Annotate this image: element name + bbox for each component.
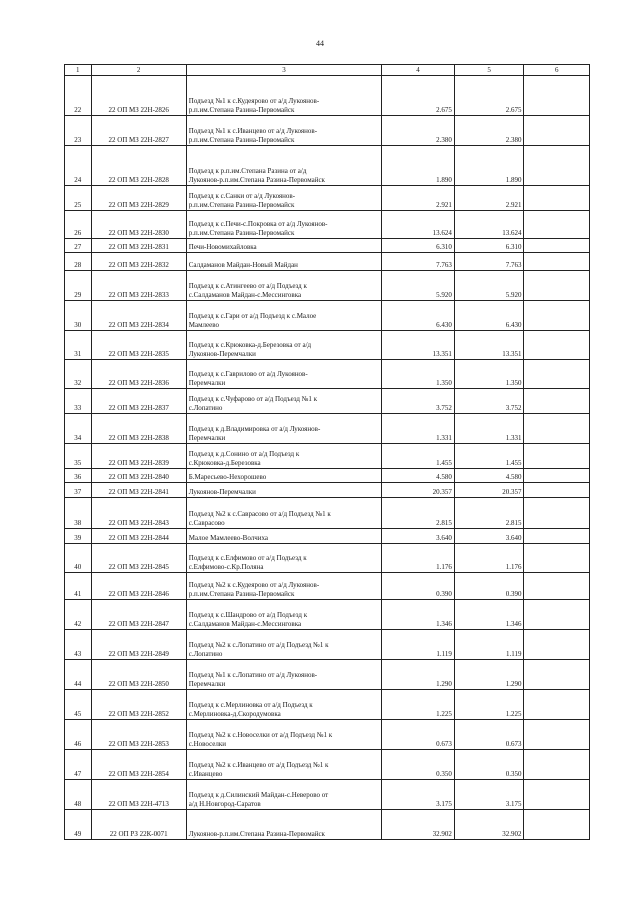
row-number: 45 <box>65 690 92 720</box>
notes-cell <box>524 253 590 271</box>
length-value: 32.902 <box>454 810 524 840</box>
road-name <box>186 780 381 810</box>
row-number: 42 <box>65 600 92 630</box>
road-name <box>186 573 381 600</box>
length-value: 2.675 <box>454 76 524 116</box>
length-value: 6.310 <box>454 239 524 253</box>
table-row <box>65 750 590 780</box>
notes-cell <box>524 483 590 498</box>
roads-table <box>64 64 590 840</box>
row-number: 39 <box>65 529 92 544</box>
notes-cell <box>524 660 590 690</box>
length-value: 0.673 <box>454 720 524 750</box>
road-code: 22 ОП МЗ 22Н-2843 <box>91 498 186 529</box>
header-col-4: 4 <box>382 65 455 76</box>
row-number: 44 <box>65 660 92 690</box>
road-name-line: Подъезд к с.Атингеево от а/д Подъезд к <box>188 282 307 290</box>
road-name-line: Подъезд к с.Гари от а/д Подъезд к с.Малое <box>188 312 317 320</box>
road-name-line: Подъезд к д.Сонино от а/д Подъезд к <box>188 450 300 458</box>
length-value: 20.357 <box>454 483 524 498</box>
notes-cell <box>524 529 590 544</box>
road-name <box>186 529 381 544</box>
page-number: 44 <box>316 39 324 48</box>
row-number: 27 <box>65 239 92 253</box>
length-value: 4.580 <box>454 469 524 483</box>
road-code: 22 ОП МЗ 22Н-2847 <box>91 600 186 630</box>
notes-cell <box>524 76 590 116</box>
notes-cell <box>524 414 590 444</box>
length-total: 2.921 <box>382 186 455 211</box>
row-number: 32 <box>65 360 92 389</box>
road-code: 22 ОП МЗ 22Н-2853 <box>91 720 186 750</box>
row-number: 49 <box>65 810 92 840</box>
length-value: 3.752 <box>454 389 524 414</box>
road-name-line: с.Лопатино <box>188 650 223 658</box>
road-name-line: р.п.им.Степана Разина-Первомайск <box>188 136 295 144</box>
road-code: 22 ОП МЗ 22Н-2846 <box>91 573 186 600</box>
road-code: 22 ОП МЗ 22Н-2838 <box>91 414 186 444</box>
length-value: 13.351 <box>454 331 524 360</box>
table-row <box>65 271 590 301</box>
length-value: 3.640 <box>454 529 524 544</box>
road-name <box>186 660 381 690</box>
header-col-3: 3 <box>186 65 381 76</box>
length-value: 0.390 <box>454 573 524 600</box>
road-name-line: Подъезд к с.Крюковка-д.Березовка от а/д <box>188 341 312 349</box>
road-name-line: Подъезд №2 к с.Иванцево от а/д Подъезд №1 к <box>188 761 329 769</box>
road-code: 22 ОП МЗ 22Н-2832 <box>91 253 186 271</box>
row-number: 23 <box>65 116 92 146</box>
notes-cell <box>524 720 590 750</box>
road-name <box>186 690 381 720</box>
road-name-line: Подъезд к с.Санки от а/д Лукоянов- <box>188 192 296 200</box>
road-name-line: с.Иванцево <box>188 770 223 778</box>
length-total: 2.815 <box>382 498 455 529</box>
length-value: 1.331 <box>454 414 524 444</box>
road-name <box>186 253 381 271</box>
table-row <box>65 660 590 690</box>
header-col-5: 5 <box>454 65 524 76</box>
road-name-line: с.Лопатино <box>188 404 223 412</box>
road-code: 22 ОП МЗ 22Н-2845 <box>91 544 186 573</box>
table-row <box>65 573 590 600</box>
road-name-line: с.Мерлиновка-д.Скородумовка <box>188 710 281 718</box>
table-row <box>65 389 590 414</box>
table-row <box>65 498 590 529</box>
road-name <box>186 720 381 750</box>
table-row <box>65 600 590 630</box>
road-name <box>186 360 381 389</box>
length-value: 2.921 <box>454 186 524 211</box>
length-value: 7.763 <box>454 253 524 271</box>
length-total: 32.902 <box>382 810 455 840</box>
roads-table-body <box>65 65 590 840</box>
row-number: 38 <box>65 498 92 529</box>
road-name-line: а/д Н.Новгород-Саратов <box>188 800 261 808</box>
notes-cell <box>524 239 590 253</box>
length-total: 4.580 <box>382 469 455 483</box>
road-name-line: с.Саврасово <box>188 519 225 527</box>
row-number: 46 <box>65 720 92 750</box>
road-name <box>186 331 381 360</box>
road-name-line: с.Елфимово-с.Кр.Поляна <box>188 563 264 571</box>
length-total: 13.624 <box>382 211 455 239</box>
length-value: 1.350 <box>454 360 524 389</box>
road-code: 22 ОП МЗ 22Н-2833 <box>91 271 186 301</box>
road-name-line: р.п.им.Степана Разина-Первомайск <box>188 201 295 209</box>
notes-cell <box>524 389 590 414</box>
table-row <box>65 360 590 389</box>
row-number: 29 <box>65 271 92 301</box>
row-number: 41 <box>65 573 92 600</box>
length-value: 13.624 <box>454 211 524 239</box>
road-name <box>186 630 381 660</box>
road-code: 22 ОП МЗ 22Н-2839 <box>91 444 186 469</box>
road-code: 22 ОП МЗ 22Н-2837 <box>91 389 186 414</box>
road-name-line: Лукоянов-Перемчалки <box>188 488 256 496</box>
notes-cell <box>524 186 590 211</box>
length-total: 3.640 <box>382 529 455 544</box>
road-name <box>186 810 381 840</box>
road-code: 22 ОП МЗ 22Н-2844 <box>91 529 186 544</box>
road-name-line: Подъезд к д.Владимировка от а/д Лукоянов- <box>188 425 321 433</box>
length-total: 1.346 <box>382 600 455 630</box>
length-value: 1.176 <box>454 544 524 573</box>
notes-cell <box>524 810 590 840</box>
road-code: 22 ОП МЗ 22Н-2840 <box>91 469 186 483</box>
road-name-line: Подъезд №2 к с.Новоселки от а/д Подъезд №1 к <box>188 731 333 739</box>
road-name-line: Подъезд №2 к с.Саврасово от а/д Подъезд №1 к <box>188 510 331 518</box>
road-name-line: с.Новоселки <box>188 740 227 748</box>
length-total: 0.673 <box>382 720 455 750</box>
length-value: 3.175 <box>454 780 524 810</box>
road-name <box>186 301 381 331</box>
road-code: 22 ОП МЗ 22Н-2854 <box>91 750 186 780</box>
road-name-line: Мамлеево <box>188 321 219 329</box>
length-value: 1.225 <box>454 690 524 720</box>
table-row <box>65 780 590 810</box>
length-value: 2.380 <box>454 116 524 146</box>
length-total: 1.350 <box>382 360 455 389</box>
table-row <box>65 116 590 146</box>
row-number: 35 <box>65 444 92 469</box>
table-row <box>65 76 590 116</box>
road-code: 22 ОП МЗ 22Н-2849 <box>91 630 186 660</box>
road-name <box>186 271 381 301</box>
notes-cell <box>524 600 590 630</box>
table-row <box>65 720 590 750</box>
road-name <box>186 239 381 253</box>
row-number: 40 <box>65 544 92 573</box>
length-value: 5.920 <box>454 271 524 301</box>
road-name-line: Лукоянов-Перемчалки <box>188 350 256 358</box>
row-number: 48 <box>65 780 92 810</box>
length-total: 3.752 <box>382 389 455 414</box>
table-row <box>65 469 590 483</box>
table-row <box>65 690 590 720</box>
row-number: 31 <box>65 331 92 360</box>
road-code: 22 ОП МЗ 22Н-2850 <box>91 660 186 690</box>
road-code: 22 ОП МЗ 22Н-2836 <box>91 360 186 389</box>
road-name-line: р.п.им.Степана Разина-Первомайск <box>188 106 295 114</box>
notes-cell <box>524 211 590 239</box>
road-name <box>186 76 381 116</box>
road-code: 22 ОП МЗ 22Н-2835 <box>91 331 186 360</box>
road-name-line: с.Салдаманов Майдан-с.Мессинговка <box>188 620 302 628</box>
length-value: 1.455 <box>454 444 524 469</box>
road-name-line: Подъезд №1 к с.Иванцево от а/д Лукоянов- <box>188 127 318 135</box>
table-row <box>65 544 590 573</box>
road-name-line: р.п.им.Степана Разина-Первомайск <box>188 590 295 598</box>
road-name-line: Подъезд №2 к с.Лопатино от а/д Подъезд №1 к <box>188 641 329 649</box>
table-row <box>65 810 590 840</box>
road-name-line: с.Салдаманов Майдан-с.Мессинговка <box>188 291 302 299</box>
road-name <box>186 544 381 573</box>
table-row <box>65 146 590 186</box>
table-row <box>65 331 590 360</box>
row-number: 36 <box>65 469 92 483</box>
notes-cell <box>524 630 590 660</box>
notes-cell <box>524 360 590 389</box>
road-name-line: Подъезд №2 к с.Кудеярово от а/д Лукоянов- <box>188 581 320 589</box>
table-row <box>65 211 590 239</box>
row-number: 34 <box>65 414 92 444</box>
length-total: 1.176 <box>382 544 455 573</box>
row-number: 28 <box>65 253 92 271</box>
length-value: 1.346 <box>454 600 524 630</box>
road-code: 22 ОП МЗ 22Н-2830 <box>91 211 186 239</box>
table-row <box>65 414 590 444</box>
road-name-line: Лукоянов-р.п.им.Степана Разина-Первомайск <box>188 830 325 838</box>
table-row <box>65 253 590 271</box>
length-total: 2.675 <box>382 76 455 116</box>
road-name-line: Подъезд к р.п.им.Степана Разина от а/д <box>188 167 307 175</box>
notes-cell <box>524 301 590 331</box>
notes-cell <box>524 116 590 146</box>
road-code: 22 ОП МЗ 22Н-4713 <box>91 780 186 810</box>
road-name-line: р.п.им.Степана Разина-Первомайск <box>188 229 295 237</box>
length-total: 0.390 <box>382 573 455 600</box>
road-name <box>186 211 381 239</box>
length-value: 1.119 <box>454 630 524 660</box>
table-header-row <box>65 65 590 76</box>
road-name-line: Малое Мамлеево-Волчиха <box>188 534 269 542</box>
road-name-line: Подъезд к с.Елфимово от а/д Подъезд к <box>188 554 307 562</box>
notes-cell <box>524 469 590 483</box>
road-code: 22 ОП МЗ 22Н-2826 <box>91 76 186 116</box>
road-code: 22 ОП МЗ 22Н-2829 <box>91 186 186 211</box>
road-code: 22 ОП МЗ 22Н-2831 <box>91 239 186 253</box>
road-name-line: Лукоянов-р.п.им.Степана Разина-Первомайск <box>188 176 325 184</box>
length-total: 1.455 <box>382 444 455 469</box>
road-name-line: Перемчалки <box>188 379 226 387</box>
row-number: 47 <box>65 750 92 780</box>
road-code: 22 ОП МЗ 22Н-2834 <box>91 301 186 331</box>
table-row <box>65 444 590 469</box>
length-value: 2.815 <box>454 498 524 529</box>
table-row <box>65 186 590 211</box>
road-name-line: Подъезд №1 к с.Лопатино от а/д Лукоянов- <box>188 671 318 679</box>
road-name <box>186 469 381 483</box>
length-total: 20.357 <box>382 483 455 498</box>
row-number: 30 <box>65 301 92 331</box>
road-name <box>186 444 381 469</box>
length-total: 1.290 <box>382 660 455 690</box>
header-col-2: 2 <box>91 65 186 76</box>
table-row <box>65 239 590 253</box>
row-number: 25 <box>65 186 92 211</box>
road-name-line: Салдаманов Майдан-Новый Майдан <box>188 261 298 269</box>
header-col-6: 6 <box>524 65 590 76</box>
road-name-line: Подъезд к с.Мерлиновка от а/д Подъезд к <box>188 701 313 709</box>
notes-cell <box>524 544 590 573</box>
table-row <box>65 630 590 660</box>
notes-cell <box>524 444 590 469</box>
notes-cell <box>524 750 590 780</box>
road-code: 22 ОП МЗ 22Н-2841 <box>91 483 186 498</box>
road-name-line: Перемчалки <box>188 434 226 442</box>
length-total: 7.763 <box>382 253 455 271</box>
road-name <box>186 414 381 444</box>
table-row <box>65 301 590 331</box>
length-total: 1.225 <box>382 690 455 720</box>
length-total: 0.350 <box>382 750 455 780</box>
notes-cell <box>524 573 590 600</box>
notes-cell <box>524 331 590 360</box>
road-name-line: Подъезд №1 к с.Кудеярово от а/д Лукоянов- <box>188 97 320 105</box>
road-code: 22 ОП МЗ 22Н-2828 <box>91 146 186 186</box>
row-number: 37 <box>65 483 92 498</box>
road-name-line: Б.Маресьево-Нехорошево <box>188 473 267 481</box>
length-total: 3.175 <box>382 780 455 810</box>
road-name <box>186 483 381 498</box>
notes-cell <box>524 498 590 529</box>
road-name-line: Печи-Новомихайловка <box>188 243 257 251</box>
road-name-line: Перемчалки <box>188 680 226 688</box>
road-name <box>186 750 381 780</box>
length-total: 1.119 <box>382 630 455 660</box>
notes-cell <box>524 146 590 186</box>
road-name <box>186 600 381 630</box>
road-name <box>186 146 381 186</box>
row-number: 43 <box>65 630 92 660</box>
length-total: 1.331 <box>382 414 455 444</box>
length-value: 0.350 <box>454 750 524 780</box>
road-name-line: Подъезд к д.Силинский Майдан-с.Неверово от <box>188 791 329 799</box>
notes-cell <box>524 690 590 720</box>
road-name-line: Подъезд к с.Печи-с.Покровка от а/д Лукоянов- <box>188 220 328 228</box>
table-row <box>65 529 590 544</box>
row-number: 33 <box>65 389 92 414</box>
road-code: 22 ОП МЗ 22Н-2827 <box>91 116 186 146</box>
road-code: 22 ОП МЗ 22Н-2852 <box>91 690 186 720</box>
road-code: 22 ОП РЗ 22К-0071 <box>91 810 186 840</box>
length-total: 6.310 <box>382 239 455 253</box>
length-total: 1.890 <box>382 146 455 186</box>
road-name <box>186 116 381 146</box>
length-value: 6.430 <box>454 301 524 331</box>
length-total: 2.380 <box>382 116 455 146</box>
table-row <box>65 483 590 498</box>
road-name-line: Подъезд к с.Гавриловo от а/д Лукоянов- <box>188 370 308 378</box>
length-value: 1.290 <box>454 660 524 690</box>
road-name-line: Подъезд к с.Шандрово от а/д Подъезд к <box>188 611 308 619</box>
length-total: 6.430 <box>382 301 455 331</box>
row-number: 22 <box>65 76 92 116</box>
length-total: 13.351 <box>382 331 455 360</box>
road-name-line: с.Крюковка-д.Березовка <box>188 459 261 467</box>
header-col-1: 1 <box>65 65 92 76</box>
notes-cell <box>524 271 590 301</box>
length-total: 5.920 <box>382 271 455 301</box>
notes-cell <box>524 780 590 810</box>
road-name <box>186 389 381 414</box>
road-name <box>186 498 381 529</box>
row-number: 24 <box>65 146 92 186</box>
row-number: 26 <box>65 211 92 239</box>
road-name-line: Подъезд к с.Чуфарово от а/д Подъезд №1 к <box>188 395 318 403</box>
length-value: 1.890 <box>454 146 524 186</box>
road-name <box>186 186 381 211</box>
